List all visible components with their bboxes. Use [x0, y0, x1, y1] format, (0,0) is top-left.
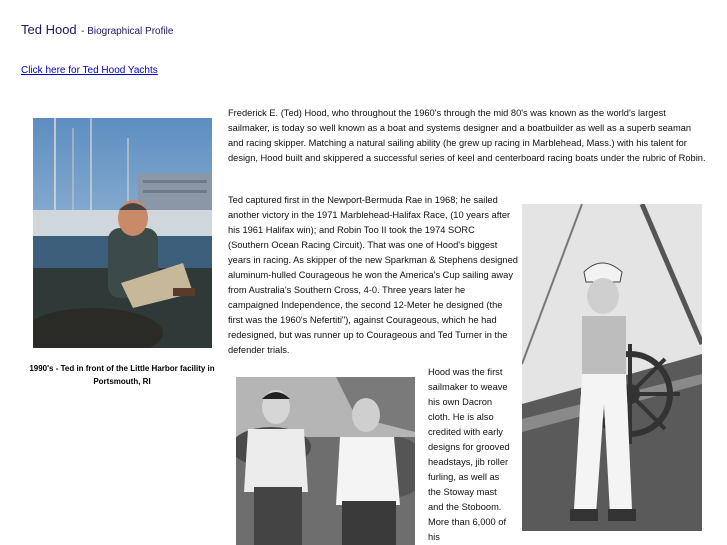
photo-caption: 1990's - Ted in front of the Little Harbor facility in Portsmouth, RI	[29, 364, 215, 386]
boy-at-wheel-photo	[522, 204, 702, 531]
title-main: Ted Hood	[21, 22, 77, 37]
two-men-photo	[236, 377, 415, 545]
paragraph-intro: Frederick E. (Ted) Hood, who throughout the 1960's through the mid 80's was known as the world's largest sailmaker, is today so well known as a boat and systems designer and a boatbuilder as well as a superb seaman and racing skipper. Matching a natural sailing ability (he grew up racing in Marblehead, Mass.) with his talent for design, Hood built and skippered a successful series of keel and centerboard racing boats under the rubric of Robin.	[228, 108, 706, 163]
title-subtitle: - Biographical Profile	[81, 26, 174, 37]
paragraph-racing: Ted captured first in the Newport-Bermuda Rae in 1968; he sailed another victory in the 1971 Marblehead-Halifax Race, (10 years after his 1961 Halifax win); and Robin Too II took the 1974 SORC (Southern Ocean Racing Circuit). That was one of Hood's biggest years in racing. As skipper of the new Sparkman & Stephens designed aluminum-hulled Courageous he won the America's Cup sailing away from Australia's Southern Cross, 4-0. Three years later he campaigned Independence, the second 12-Meter he designed (the first was the 1960's Nefertiti"), against Courageous, which he had redesigned, but was runner up to Courageous and Ted Turner in the defender trials.	[228, 195, 518, 355]
page-title	[21, 21, 173, 39]
paragraph-sailmaker: Hood was the first sailmaker to weave his own Dacron cloth. He is also credited with early designs for grooved headstays, jib roller furling, as well as the Stoway mast and the Stoboom. More than 6,000 of his	[428, 367, 510, 542]
ted-harbor-photo	[33, 118, 212, 348]
ted-hood-yachts-link[interactable]: Click here for Ted Hood Yachts	[21, 65, 158, 76]
